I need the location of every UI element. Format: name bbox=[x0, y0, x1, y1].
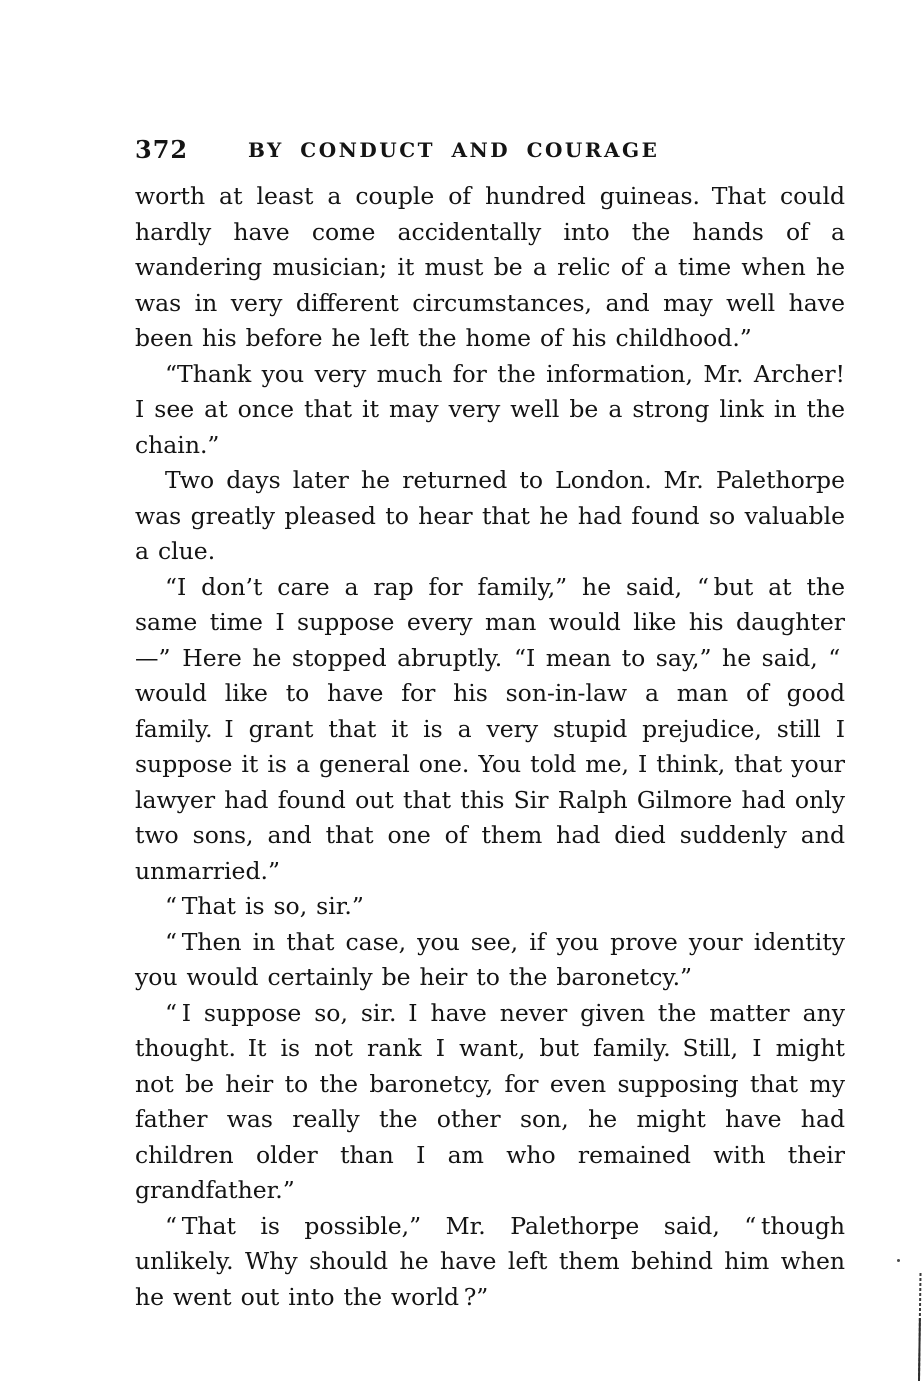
scan-gutter-line-artifact bbox=[918, 1273, 922, 1381]
running-title: BY CONDUCT AND COURAGE bbox=[248, 138, 660, 162]
paragraph: “I don’t care a rap for family,” he said, “ but at the same time I suppose every man would like his daughter—” Here he stopped abruptly. “I mean to say,” he said, “ would like to have for his son-in-law a man of good family. I grant that it is a very stupid prejudice, still I suppose it is a general one. You told me, I think, that your lawyer had found out that this Sir Ralph Gilmore had only two sons, and that one of them had died suddenly and unmarried.” bbox=[135, 572, 845, 885]
paragraph: “ That is possible,” Mr. Palethorpe said, “ though unlikely. Why should he have left them behind him when he went out into the world ?” bbox=[135, 1211, 845, 1311]
paragraph: “Thank you very much for the information, Mr. Archer! I see at once that it may very well be a strong link in the chain.” bbox=[135, 359, 845, 459]
paragraph: “ That is so, sir.” bbox=[165, 892, 364, 920]
page-number: 372 bbox=[135, 135, 189, 164]
page-body-text bbox=[135, 179, 845, 1315]
scan-speck-artifact bbox=[897, 1259, 900, 1262]
paragraph-continuation: worth at least a couple of hundred guineas. That could hardly have come accidentally into the hands of a wandering musician; it must be a relic of a time when he was in very different circumstances, and may well have been his before he left the home of his childhood.” bbox=[135, 182, 845, 352]
paragraph: “ I suppose so, sir. I have never given the matter any thought. It is not rank I want, but family. Still, I might not be heir to the baronetcy, for even supposing that my father was really the other son, he might have had children older than I am who remained with their grandfather.” bbox=[135, 998, 845, 1204]
paragraph: “ Then in that case, you see, if you prove your identity you would certainly be heir to the baronetcy.” bbox=[135, 927, 845, 991]
paragraph: Two days later he returned to London. Mr. Palethorpe was greatly pleased to hear that he had found so valuable a clue. bbox=[135, 466, 845, 565]
page-header bbox=[135, 135, 845, 163]
